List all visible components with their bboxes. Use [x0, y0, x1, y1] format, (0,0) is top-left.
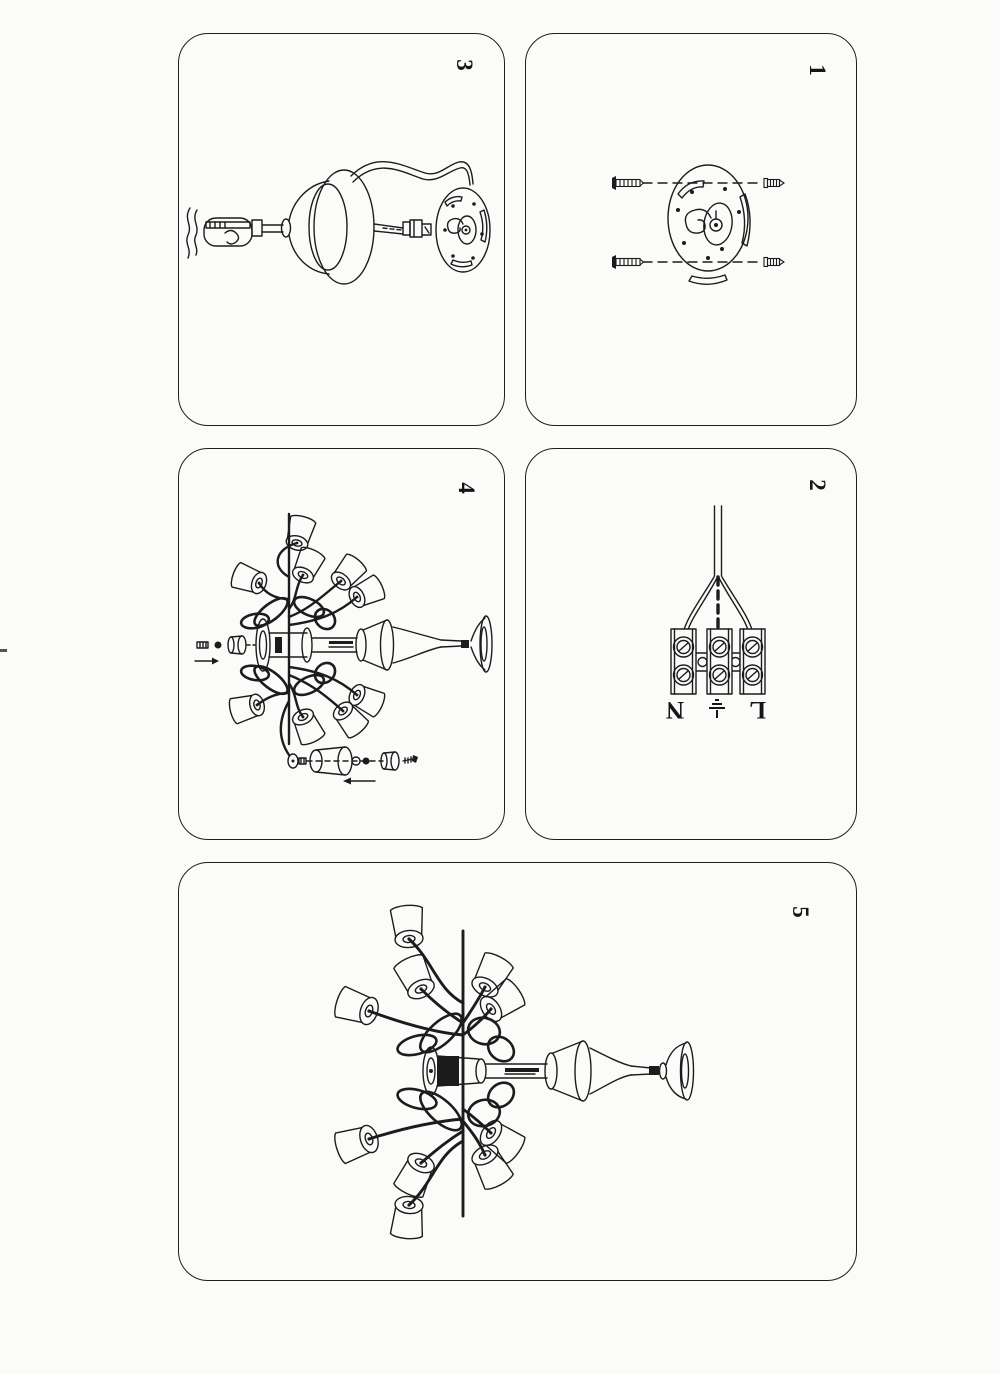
insert-arrow-right	[195, 658, 219, 665]
live-wire	[722, 577, 753, 633]
mounting-bracket-illustration	[526, 34, 856, 425]
link-hook-detail	[225, 231, 239, 245]
assembled-chandelier-illustration	[179, 863, 856, 1280]
step-panel-3	[178, 33, 505, 426]
step-number: 5	[788, 906, 813, 918]
chandelier-arms	[369, 931, 491, 1216]
step-panel-2	[525, 448, 857, 840]
terminal-label-live: L	[749, 696, 766, 723]
mounting-bracket	[668, 165, 748, 271]
shade-and-socket-exploded-parts	[288, 747, 418, 775]
insert-arrow-left	[343, 778, 375, 785]
step-number: 1	[805, 64, 830, 76]
canopy-neck	[282, 219, 291, 237]
page-edge-mark	[0, 649, 7, 652]
step-number: 2	[805, 479, 830, 491]
step-panel-4	[178, 448, 505, 840]
supply-wire	[351, 162, 473, 184]
step-panel-1	[525, 33, 857, 426]
step-panel-5	[178, 862, 857, 1281]
terminal-strip	[740, 629, 765, 694]
step-number: 3	[452, 59, 477, 71]
step-number: 4	[454, 482, 479, 494]
terminal-block-wiring-illustration	[526, 449, 856, 839]
chandelier-exploded-illustration	[179, 449, 504, 839]
bracket-hook-slot	[448, 219, 463, 234]
terminal-labels	[666, 696, 766, 722]
ceiling-hook-wire	[187, 208, 190, 258]
bracket-hook-slot	[685, 209, 711, 233]
terminal-strip	[671, 629, 696, 694]
neutral-wire	[683, 577, 714, 633]
terminal-label-neutral: N	[666, 696, 685, 723]
finial-screw-parts	[197, 636, 255, 654]
threaded-nipple	[403, 222, 410, 235]
earth-ground-icon	[708, 699, 726, 719]
canopy-assembly-illustration	[179, 34, 504, 425]
terminal-strip	[707, 629, 732, 694]
